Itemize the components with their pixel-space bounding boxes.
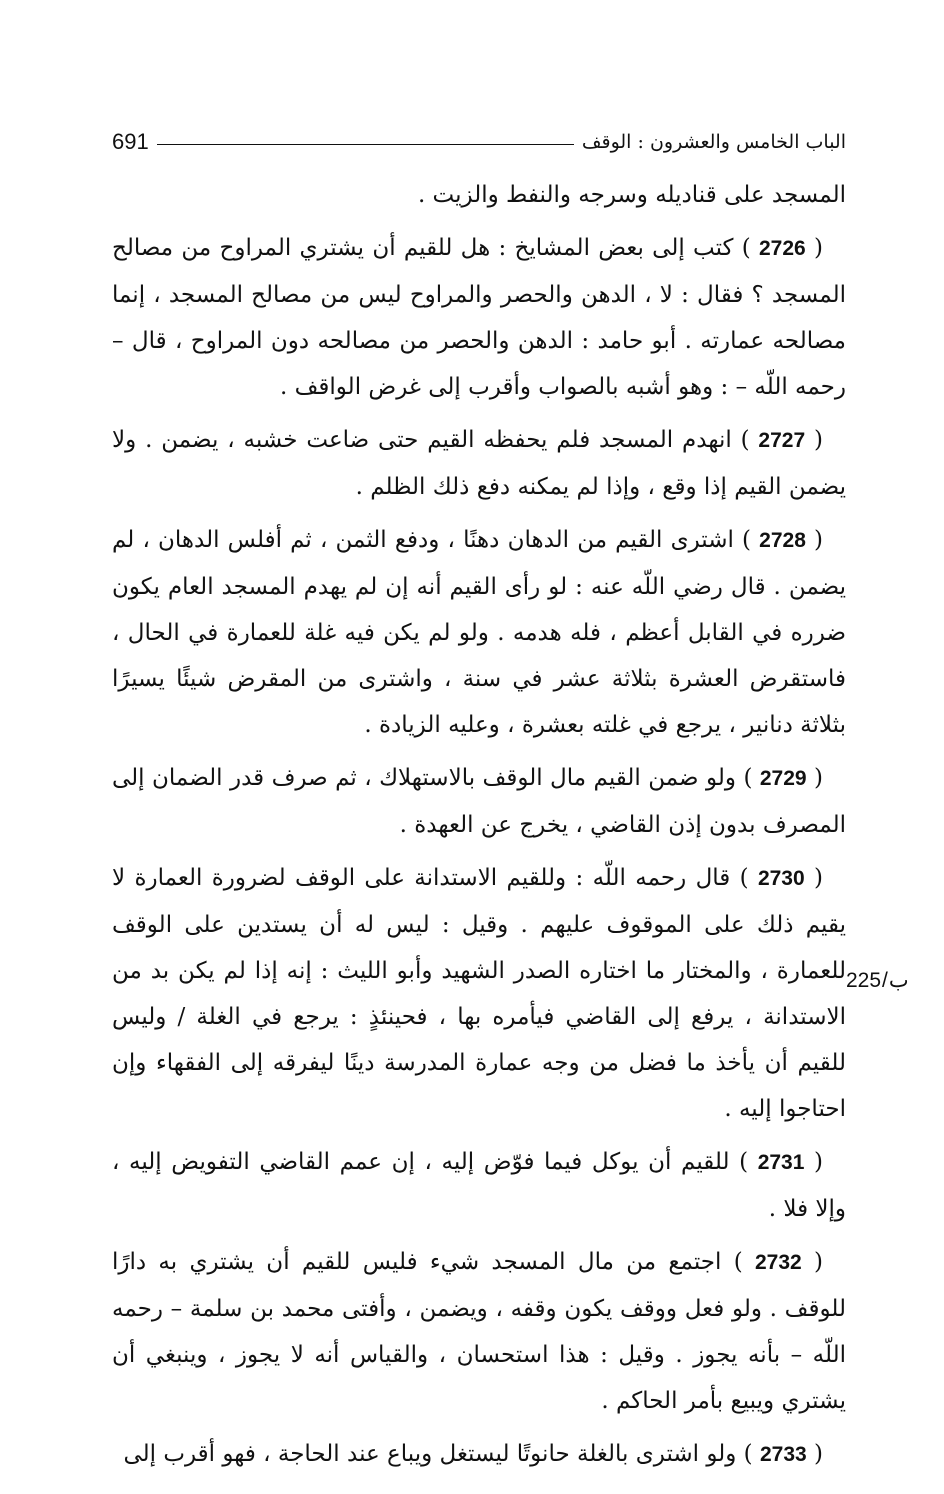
paragraph-text: للقيم أن يوكل فيما فوّض إليه ، إن عمم القاضي التفويض إليه ، وإلا فلا . — [112, 1149, 846, 1222]
paragraph-2730: ( 2730 ) قال رحمه اللّه : وللقيم الاستدانة على الوقف لضرورة العمارة لا يقيم ذلك على الموقوف عليهم . وقيل : ليس له أن يستدين على الوقف للعمارة ، والمختار ما اختاره الصدر الشهيد وأبو الليث : إنه إذا لم يكن بد من الاستدانة ، يرفع إلى القاضي فيأمره بها ، فحينئذٍ : يرجع في الغلة / وليس للقيم أن يأخذ ما فضل من وجه عمارة المدرسة دينًا ليفرقه إلى الفقهاء وإن احتاجوا إليه . — [112, 865, 846, 1122]
paragraph-text: كتب إلى بعض المشايخ : هل للقيم أن يشتري المراوح من مصالح المسجد ؟ فقال : لا ، الدهن والحصر والمراوح ليس من مصالح المسجد ، إنما مصالحه عمارته . أبو حامد : الدهن والحصر من مصالحه دون المراوح ، قال – رحمه اللّه – : وهو أشبه بالصواب وأقرب إلى غرض الواقف . — [112, 235, 846, 400]
paragraph-text: ولو ضمن القيم مال الوقف بالاستهلاك ، ثم صرف قدر الضمان إلى المصرف بدون إذن القاضي ، يخرج عن العهدة . — [112, 765, 846, 838]
margin-folio-side: ب — [888, 969, 909, 992]
paragraph-number: 2729 — [759, 767, 807, 790]
margin-folio-number: 225 — [846, 969, 882, 992]
paragraph-number: 2727 — [758, 429, 806, 452]
paragraph-text: انهدم المسجد فلم يحفظه القيم حتى ضاعت خشبه ، يضمن . ولا يضمن القيم إذا وقع ، وإذا لم يمكنه دفع ذلك الظلم . — [112, 427, 846, 500]
page-header — [112, 124, 846, 160]
paragraph-continuation — [112, 172, 846, 218]
paragraph-text: المسجد على قناديله وسرجه والنفط والزيت . — [417, 182, 846, 208]
paragraph-text: ولو اشترى بالغلة حانوتًا ليستغل ويباع عند الحاجة ، فهو أقرب إلى — [123, 1441, 737, 1467]
paragraph-2728: ( 2728 ) اشترى القيم من الدهان دهنًا ، ودفع الثمن ، ثم أفلس الدهان ، لم يضمن . قال رضي اللّه عنه : لو رأى القيم أنه إن لم يهدم المسجد العام يكون ضرره في القابل أعظم ، فله هدمه . ولو لم يكن فيه غلة للعمارة في الحال ، فاستقرض العشرة بثلاثة عشر في سنة ، واشترى من المقرض شيئًا يسيرًا بثلاثة دنانير ، يرجع في غلته بعشرة ، وعليه الزيادة . — [112, 527, 846, 738]
paragraph-text: قال رحمه اللّه : وللقيم الاستدانة على الوقف لضرورة العمارة لا يقيم ذلك على الموقوف عليهم . وقيل : ليس له أن يستدين على الوقف للعمارة ، والمختار ما اختاره الصدر الشهيد وأبو الليث : إنه إذا لم يكن بد من الاستدانة ، يرفع إلى القاضي فيأمره بها ، فحينئذٍ : يرجع في الغلة / وليس للقيم أن يأخذ ما فضل من وجه عمارة المدرسة دينًا ليفرقه إلى الفقهاء وإن احتاجوا إليه . — [112, 865, 846, 1122]
margin-folio-note: 225/ب — [846, 969, 909, 992]
paragraph-2733: ( 2733 ) ولو اشترى بالغلة حانوتًا ليستغل ويباع عند الحاجة ، فهو أقرب إلى — [123, 1441, 846, 1467]
header-rule — [157, 144, 574, 145]
running-head: الباب الخامس والعشرون : الوقف — [581, 131, 846, 153]
paragraph-number: 2730 — [757, 867, 805, 890]
paragraph-2726: ( 2726 ) كتب إلى بعض المشايخ : هل للقيم أن يشتري المراوح من مصالح المسجد ؟ فقال : لا ، الدهن والحصر والمراوح ليس من مصالح المسجد ، إنما مصالحه عمارته . أبو حامد : الدهن والحصر من مصالحه دون المراوح ، قال – رحمه اللّه – : وهو أشبه بالصواب وأقرب إلى غرض الواقف . — [112, 235, 846, 400]
paragraph-2727: ( 2727 ) انهدم المسجد فلم يحفظه القيم حتى ضاعت خشبه ، يضمن . ولا يضمن القيم إذا وقع ، وإذا لم يمكنه دفع ذلك الظلم . — [112, 427, 846, 500]
paragraph-number: 2731 — [757, 1151, 805, 1174]
paragraph-number: 2728 — [759, 529, 806, 552]
body-text — [112, 172, 846, 1485]
paragraph-number: 2726 — [759, 237, 806, 260]
paragraph-number: 2733 — [759, 1443, 807, 1466]
paragraph-2729: ( 2729 ) ولو ضمن القيم مال الوقف بالاستهلاك ، ثم صرف قدر الضمان إلى المصرف بدون إذن القاضي ، يخرج عن العهدة . — [112, 765, 846, 838]
paragraph-text: اشترى القيم من الدهان دهنًا ، ودفع الثمن ، ثم أفلس الدهان ، لم يضمن . قال رضي اللّه عنه : لو رأى القيم أنه إن لم يهدم المسجد العام يكون ضرره في القابل أعظم ، فله هدمه . ولو لم يكن فيه غلة للعمارة في الحال ، فاستقرض العشرة بثلاثة عشر في سنة ، واشترى من المقرض شيئًا يسيرًا بثلاثة دنانير ، يرجع في غلته بعشرة ، وعليه الزيادة . — [112, 527, 846, 738]
paragraph-2732: ( 2732 ) اجتمع من مال المسجد شيء فليس للقيم أن يشتري به دارًا للوقف . ولو فعل ووقف يكون وقفه ، ويضمن ، وأفتى محمد بن سلمة – رحمه اللّه – بأنه يجوز . وقيل : هذا استحسان ، والقياس أنه لا يجوز ، وينبغي أن يشتري ويبيع بأمر الحاكم . — [112, 1249, 846, 1414]
paragraph-number: 2732 — [754, 1251, 802, 1274]
paragraph-2731: ( 2731 ) للقيم أن يوكل فيما فوّض إليه ، إن عمم القاضي التفويض إليه ، وإلا فلا . — [112, 1149, 846, 1222]
page-number: 691 — [112, 129, 149, 154]
paragraph-text: اجتمع من مال المسجد شيء فليس للقيم أن يشتري به دارًا للوقف . ولو فعل ووقف يكون وقفه ، ويضمن ، وأفتى محمد بن سلمة – رحمه اللّه – بأنه يجوز . وقيل : هذا استحسان ، والقياس أنه لا يجوز ، وينبغي أن يشتري ويبيع بأمر الحاكم . — [112, 1249, 846, 1414]
